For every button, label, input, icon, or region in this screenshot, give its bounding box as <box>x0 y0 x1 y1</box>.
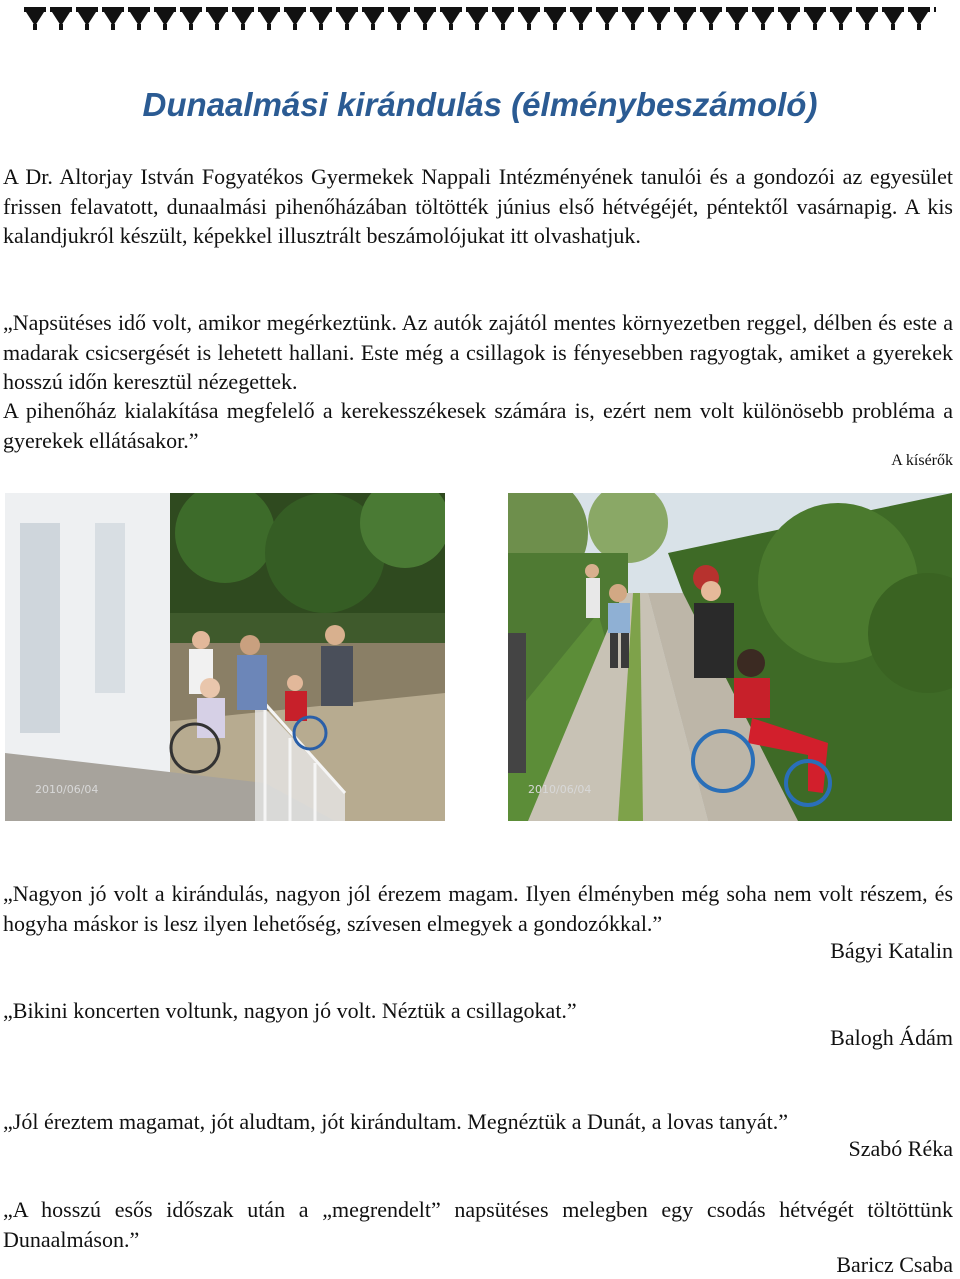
intro-paragraph: A Dr. Altorjay István Fogyatékos Gyermekek Nappali Intézményének tanulói és a gondozói az egyesület frissen felavatott, dunaalmási pihenőházában töltötték június első hétvégéjét, péntektől vasárnapig. A kis kalandjukról készült, képekkel illusztrált beszámolójukat itt olvashatjuk. <box>3 164 953 248</box>
quote-1-text: „Nagyon jó volt a kirándulás, nagyon jól érezem magam. Ilyen élményben még soha nem volt részem, és hogyha máskor is lesz ilyen lehetőség, szívesen elmegyek a gondozókkal.” <box>3 881 953 936</box>
quote-2-author: Balogh Ádám <box>830 1025 953 1050</box>
quote-2-text: „Bikini koncerten voltunk, nagyon jó volt. Néztük a csillagokat.” <box>3 998 577 1023</box>
page-title: Dunaalmási kirándulás (élménybeszámoló) <box>142 86 818 123</box>
photo-gravel-path <box>508 493 952 821</box>
photo-house-ramp <box>5 493 445 821</box>
quote-3-text: „Jól éreztem magamat, jót aludtam, jót kirándultam. Megnéztük a Dunát, a lovas tanyát.” <box>3 1109 789 1134</box>
quote-4-author: Baricz Csaba <box>836 1252 953 1277</box>
staff-quote-paragraph-1: „Napsütéses idő volt, amikor megérkeztünk. Az autók zajától mentes környezetben reggel, délben és este a madarak csicsergését is lehetett hallani. Este még a csillagok is fényesebben ragyogtak, amiket a gyerekek hosszú időn keresztül nézegettek. <box>3 310 953 394</box>
quote-4-text: „A hosszú esős időszak után a „megrendelt” napsütéses melegben egy csodás hétvégét töltöttünk Dunaalmáson.” <box>3 1197 953 1252</box>
quote-1-author: Bágyi Katalin <box>830 938 953 963</box>
staff-quote-paragraph-2: A pihenőház kialakítása megfelelő a kerekesszékesek számára is, ezért nem volt különösebb probléma a gyerekek ellátásakor.” <box>3 398 953 453</box>
staff-quote-author: A kísérők <box>891 452 953 469</box>
photo-date-stamp-right: 2010/06/04 <box>528 783 592 796</box>
decorative-border <box>24 4 936 34</box>
quote-3-author: Szabó Réka <box>848 1136 953 1161</box>
photo-date-stamp-left: 2010/06/04 <box>35 783 99 796</box>
